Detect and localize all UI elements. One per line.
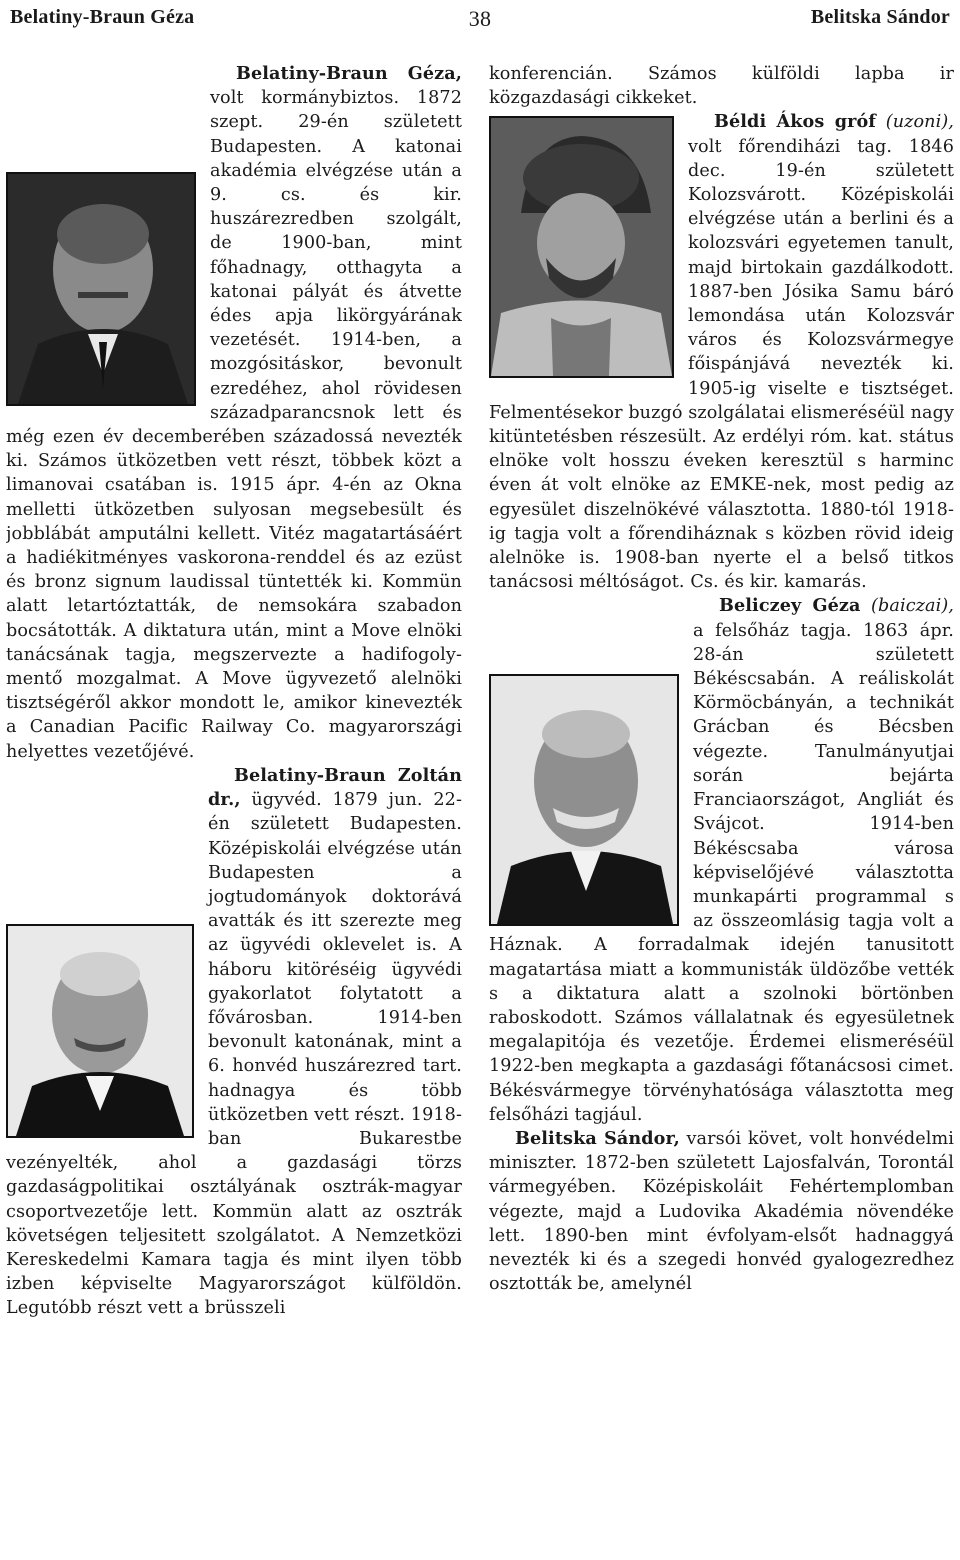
portrait-belatiny-braun-zoltan (6, 924, 194, 1138)
entry-text: varsói követ, volt honvédelmi miniszter. 1872-ben született Lajosfalván, Torontál vármegyében. Középiskoláit Fehértemplomban végezte, majd a Ludovika Akadémia növendéke lett. 1890-ben mint évfolyam-elsőt hadnaggyá nevezték ki és a szegedi honvéd gyalogezredhez osztották be, amelynél (489, 1128, 954, 1295)
portrait-photo (8, 174, 194, 404)
entry-belatiny-braun-geza (6, 62, 462, 764)
portrait-photo (491, 676, 677, 924)
entry-continuation: konferencián. Számos külföldi lapba ir közgazdasági cikkeket. (489, 64, 954, 109)
entry-name: Belitska Sándor, (515, 1127, 680, 1149)
portrait-photo (491, 118, 672, 376)
header-right-catchword: Belitska Sándor (810, 6, 950, 28)
entry-belitska-sandor (489, 1127, 954, 1296)
entry-text: ügyvéd. 1879 jun. 22-én született Budapesten. Középiskolái elvégzése után Budapesten a jogtudományok doktorává avatták és itt szerezte meg az ügyvédi oklevelet is. A háboru kitöréséig ügyvédi gyakorlatot folytatott a fővárosban. 1914-ben bevonult katonának, mint a 6. honvéd huszárezred tart. hadnagya és több ütközetben vett részt. 1918-ban Bukarestbe vezényelték, ahol a gazdasági törzs gazdaságpolitikai osztályának osztrák-magyar csoportvezetője lett. Kommün alatt az osztrák követségen teljesitett szolgálatot. A Nemzetközi Kereskedelmi Kamara tagja és mint ilyen több izben képviselte Magyarországot külföldön. Legutóbb részt vett a brüsszeli (6, 790, 462, 1319)
entry-text: volt főrendiházi tag. 1846 dec. 19-én született Kolozsvárott. Középiskolái elvégzése után a berlini és a kolozsvári egyetemen tanult, majd birtokain gazdálkodott. 1887-ben Jósika Samu báró lemondása után Kolozsvár város és Kolozsvármegye főispánjává nevezték ki. 1905-ig viselte e tisztséget. Felmentésekor buzgó szolgálatai elismeréséül nagy kitüntetésben részesült. Az erdélyi róm. kat. státus elnöke volt hosszu éveken keresztül s harminc éven át volt elnöke az EMKE-nek, most pedig az egyesület diszelnökévé választotta. 1880-tól 1918-ig tagja volt a főrendiháznak s közben rövid ideig alelnöke is. 1908-ban nyerte el a belső titkos tanácsosi méltóságot. Cs. és kir. kamarás. (489, 136, 954, 593)
portrait-beliczey-geza (489, 674, 679, 926)
entry-name: Béldi Ákos gróf (714, 111, 876, 133)
entry-name: Beliczey Géza (719, 595, 861, 617)
portrait-beldi-akos (489, 116, 674, 378)
running-header (10, 4, 950, 38)
entry-text: volt kormánybiztos. 1872 szept. 29-én született Budapesten. A katonai akadémia elvégzése után a 9. cs. és kir. huszárezredben szolgált, de 1900-ban, mint főhadnagy, otthagyta a katonai pályát és átvette édes apja likörgyárának vezetését. 1914-ben, a mozgósitáskor, bevonult ezredéhez, ahol rövidesen századparancsnok lett és még ezen év decemberében századossá nevezték ki. Számos ütközetben vett részt, többek közt a limanovai csatában is. 1915 ápr. 4-én az Okna melletti ütközetben sulyosan megsebesült és jobblábát amputálni kellett. Vitéz magatartásáért a hadiékitményes vaskorona-renddel és az ezüst és bronz signum laudissal tüntették ki. Kommün alatt letartóztatták, de nemsokára szabadon bocsátották. A diktatura után, mint a Move elnöki tanácsának tagja, megszervezte a hadifogoly-mentő mozgalmat. A Move ügyvezető alelnöki tisztségéről akkor mondott le, amikor kinevezték a Canadian Pacific Railway Co. magyarországi helyettes vezetőjévé. (6, 88, 462, 762)
entry-name: Belatiny-Braun Zoltán dr., (208, 764, 462, 811)
portrait-photo (8, 926, 192, 1136)
entry-predicate: (baiczai), (860, 596, 954, 617)
entry-text: a felsőház tagja. 1863 ápr. 28-án született Békéscsabán. A reáliskolát Körmöcbányán, a technikát Grácban és Bécsben végezte. Tanulmányutjai során bejárta Franciaországot, Angliát és Svájcot. 1914-ben Békéscsaba városa képviselőjévé választotta munkapárti programmal s az összeomlásig tagja volt a Háznak. A forradalmak idején tanusitott magatartása miatt a kommunisták üldözőbe vették s a diktatura alatt a szolnoki börtönben raboskodott. Számos vállalatnak és egyesületnek megalapitója és vezetője. Érdemei elismeréséül 1922-ben megkapta a gazdasági főtanácsosi cimet. Békésvármegye törvényhatósága választotta meg felsőházi tagjául. (489, 620, 954, 1125)
portrait-belatiny-braun-geza (6, 172, 196, 406)
entry-name: Belatiny-Braun Géza, (236, 63, 462, 84)
header-left-catchword: Belatiny-Braun Géza (10, 6, 195, 28)
page-number: 38 (468, 6, 492, 31)
entry-predicate: (uzoni), (875, 112, 954, 133)
left-column (6, 62, 462, 1412)
right-column (489, 62, 954, 1412)
